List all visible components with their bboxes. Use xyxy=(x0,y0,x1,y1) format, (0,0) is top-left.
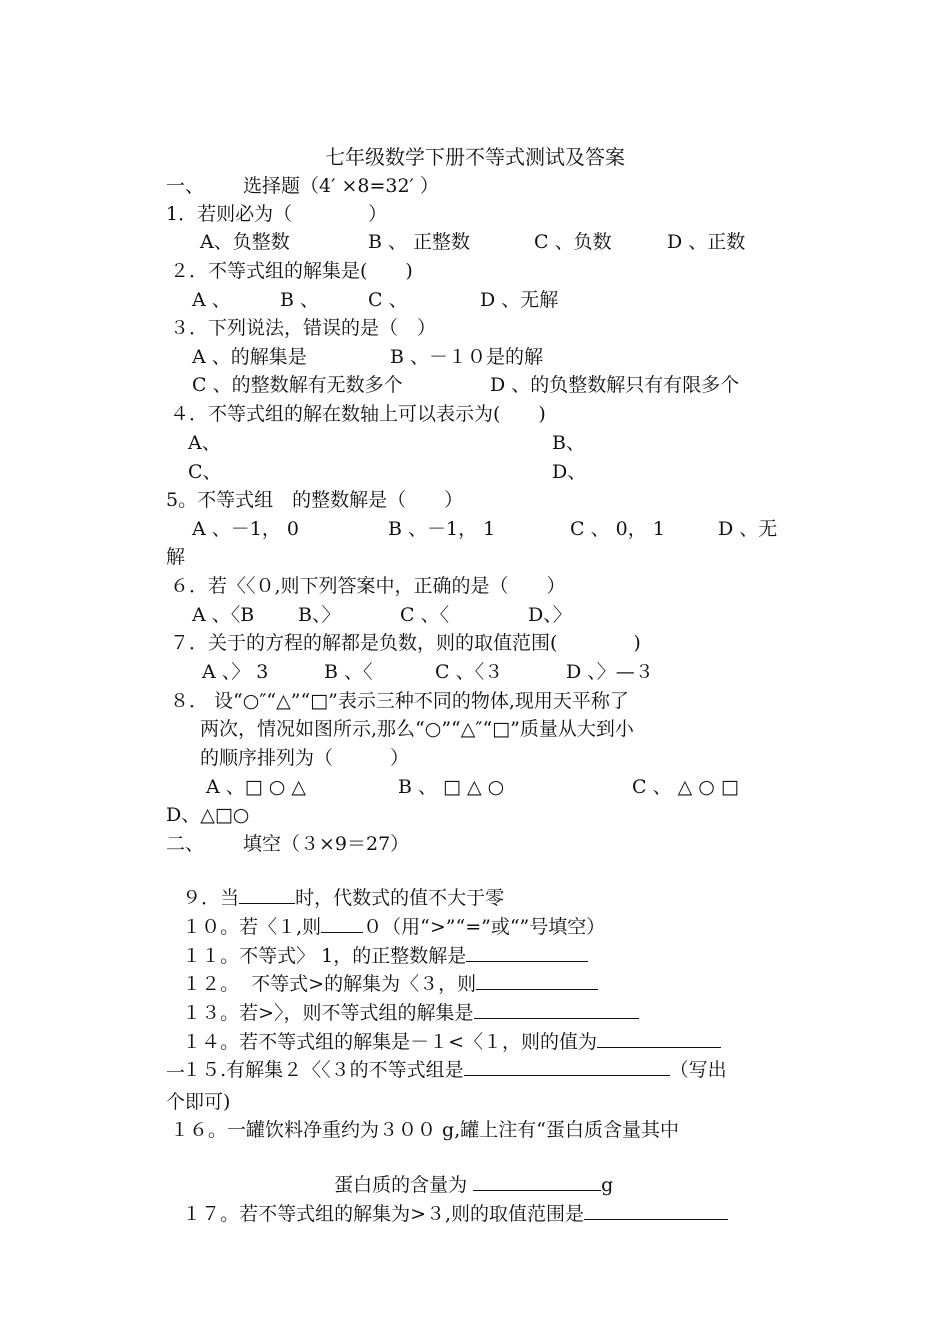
question-stem: ７．关于的方程的解都是负数，则的取值范围( ) xyxy=(170,632,641,654)
option-a: A 、〈B xyxy=(192,604,255,626)
question-text: （写出 xyxy=(669,1059,727,1081)
question-stem: ３．下列说法，错误的是（ ） xyxy=(170,317,437,339)
option-b: B 、－１０是的解 xyxy=(390,346,544,368)
option-d: D、△□○ xyxy=(166,804,250,826)
question-stem: ８． 设“○″“△”“□”表示三种不同的物体,现用天平称了 xyxy=(170,690,629,712)
option-d: D、〉 xyxy=(528,604,572,626)
question-text: １４。若不等式组的解集是－１<〈１，则的值为 xyxy=(182,1031,598,1053)
section-number: 一、 xyxy=(166,175,205,197)
option-a: A 、□ ○ △ xyxy=(206,776,306,798)
option-c: C 、〈３ xyxy=(435,661,504,683)
section-heading: 选择题（4′ ×8=32′ ） xyxy=(243,175,439,197)
fill-question xyxy=(170,1031,727,1083)
question-text: ０（用“>”“=”或“”号填空） xyxy=(363,916,606,938)
option-c: C 、〈 xyxy=(400,604,450,626)
option-d: D 、〉—３ xyxy=(566,661,654,683)
option-c: C、 xyxy=(188,461,222,483)
option-b: B 、－1， 1 xyxy=(388,518,496,540)
option-d: D 、正数 xyxy=(667,231,746,253)
option-d: D 、的负整数解只有有限多个 xyxy=(490,374,740,396)
question-stem: 两次，情况如图所示,那么“○”“△″“□”质量从大到小 xyxy=(200,718,634,740)
section-heading: 填空（３×9＝27） xyxy=(243,833,410,855)
option-a: A 、－1， 0 xyxy=(192,518,299,540)
option-c: C 、 0， 1 xyxy=(570,518,665,540)
question-text: １１。不等式〉 1，的正整数解是 xyxy=(182,945,467,967)
page-title: 七年级数学下册不等式测试及答案 xyxy=(325,145,625,169)
option-b: B、〉 xyxy=(298,604,341,626)
question-stem: ４．不等式组的解在数轴上可以表示为( ) xyxy=(170,403,546,425)
fill-question xyxy=(170,1175,728,1227)
option-a: A 、〉 3 xyxy=(202,661,269,683)
section-number: 二、 xyxy=(166,833,205,855)
option-b: B 、〈 xyxy=(324,661,373,683)
question-text: １２。 不等式>的解集为〈３，则 xyxy=(182,973,477,995)
option-d: D 、无 xyxy=(718,518,778,540)
option-b: B 、 正整数 xyxy=(368,231,471,253)
option-b: B 、 xyxy=(280,289,320,311)
question-text: １０。若〈１,则 xyxy=(182,916,322,938)
question-stem: 1．若则必为（ ） xyxy=(166,203,388,225)
question-stem: 5。不等式组 的整数解是（ ） xyxy=(166,489,464,511)
wrapped-text: 个即可) xyxy=(166,1091,231,1113)
option-d: D、 xyxy=(552,461,587,483)
wrapped-text: 一 xyxy=(166,1062,186,1084)
option-c: C 、 xyxy=(368,289,408,311)
question-text: １５.有解集２〈〈３的不等式组是 xyxy=(182,1059,464,1081)
question-stem: 的顺序排列为（ ） xyxy=(200,747,410,769)
option-a: A 、 xyxy=(192,289,231,311)
wrapped-text: 解 xyxy=(166,546,186,568)
question-stem: ２．不等式组的解集是( ) xyxy=(170,260,413,282)
question-text: g xyxy=(601,1174,614,1196)
option-a: A、 xyxy=(188,432,221,454)
question-text: １７。若不等式组的解集为>３,则的取值范围是 xyxy=(182,1203,585,1225)
answer-blank[interactable] xyxy=(464,1057,670,1076)
question-text: 蛋白质的含量为 xyxy=(334,1174,474,1196)
question-text: １３。若>〉，则不等式组的解集是 xyxy=(182,1002,474,1024)
question-text: 时，代数式的值不大于零 xyxy=(295,887,505,909)
option-d: D 、无解 xyxy=(480,289,559,311)
option-b: B、 xyxy=(552,432,585,454)
option-c: C 、负数 xyxy=(534,231,612,253)
answer-blank[interactable] xyxy=(584,1201,728,1220)
question-stem: １６。一罐饮料净重约为３００ g,罐上注有“蛋白质含量其中 xyxy=(170,1119,679,1141)
option-c: C 、的整数解有无数多个 xyxy=(192,374,403,396)
option-c: C 、 △ ○ □ xyxy=(632,776,739,798)
question-stem: ６．若〈〈０,则下列答案中，正确的是（ ） xyxy=(170,575,566,597)
option-b: B 、 □ △ ○ xyxy=(398,776,505,798)
option-a: A、负整数 xyxy=(200,231,290,253)
option-a: A 、的解集是 xyxy=(192,346,307,368)
question-text: ９．当 xyxy=(182,887,240,909)
